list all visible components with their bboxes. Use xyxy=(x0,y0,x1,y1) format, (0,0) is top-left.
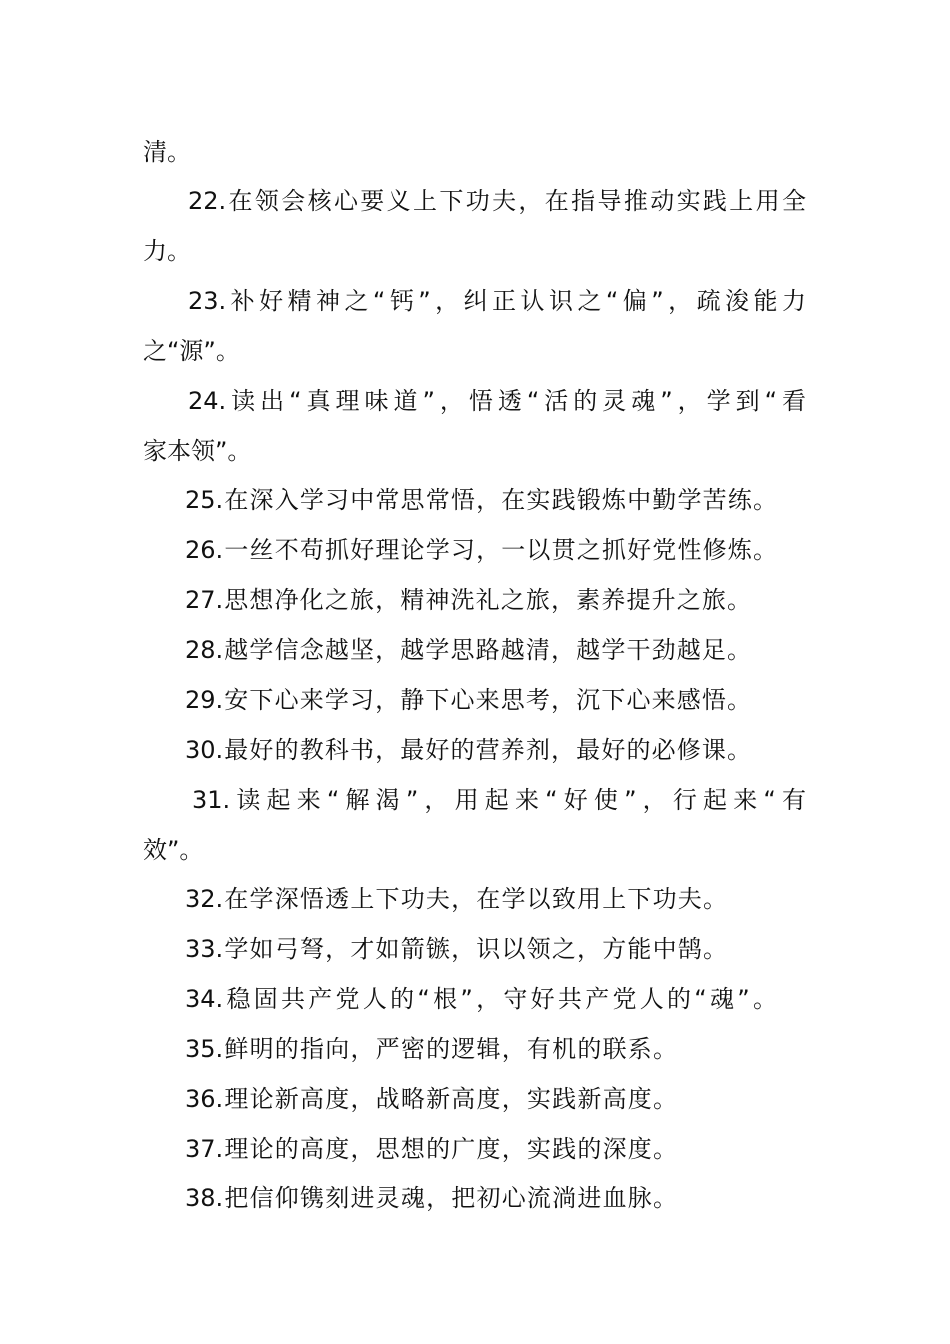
list-item-text: 24.读出“真理味道”，悟透“活的灵魂”，学到“看 xyxy=(188,387,806,415)
list-item xyxy=(188,386,806,416)
text-line xyxy=(143,336,240,366)
text-line xyxy=(143,436,251,466)
list-item-text: 38.把信仰镌刻进灵魂，把初心流淌进血脉。 xyxy=(185,1184,677,1212)
list-item-text: 34.稳固共产党人的“根”，守好共产党人的“魂”。 xyxy=(185,985,777,1013)
text-line-content: 之“源”。 xyxy=(143,337,240,365)
list-item xyxy=(185,735,751,765)
list-item xyxy=(185,685,751,715)
list-item-text: 27.思想净化之旅，精神洗礼之旅，素养提升之旅。 xyxy=(185,586,751,614)
list-item-text: 31.读起来“解渴”，用起来“好使”，行起来“有 xyxy=(192,786,806,814)
list-item-text: 37.理论的高度，思想的广度，实践的深度。 xyxy=(185,1135,677,1163)
text-line xyxy=(143,137,191,167)
list-item xyxy=(185,934,727,964)
text-line-content: 效”。 xyxy=(143,836,204,864)
list-item-text: 22.在领会核心要义上下功夫，在指导推动实践上用全 xyxy=(188,187,806,215)
list-item xyxy=(185,585,751,615)
list-item-text: 25.在深入学习中常思常悟，在实践锻炼中勤学苦练。 xyxy=(185,486,777,514)
list-item-text: 35.鲜明的指向，严密的逻辑，有机的联系。 xyxy=(185,1035,677,1063)
list-item xyxy=(185,984,777,1014)
list-item-text: 36.理论新高度，战略新高度，实践新高度。 xyxy=(185,1085,677,1113)
text-line xyxy=(143,835,203,865)
list-item-text: 29.安下心来学习，静下心来思考，沉下心来感悟。 xyxy=(185,686,751,714)
text-line xyxy=(143,236,191,266)
list-item-text: 30.最好的教科书，最好的营养剂，最好的必修课。 xyxy=(185,736,751,764)
text-line-content: 力。 xyxy=(143,237,191,265)
list-item-text: 28.越学信念越坚，越学思路越清，越学干劲越足。 xyxy=(185,636,751,664)
list-item-text: 33.学如弓弩，才如箭镞，识以领之，方能中鹄。 xyxy=(185,935,727,963)
list-item xyxy=(185,1134,677,1164)
list-item xyxy=(185,535,777,565)
list-item-text: 23.补好精神之“钙”，纠正认识之“偏”，疏浚能力 xyxy=(188,287,806,315)
list-item-text: 32.在学深悟透上下功夫，在学以致用上下功夫。 xyxy=(185,885,727,913)
list-item xyxy=(185,635,751,665)
list-item xyxy=(185,485,777,515)
text-line-content: 清。 xyxy=(143,138,191,166)
text-line-content: 家本领”。 xyxy=(143,437,252,465)
list-item xyxy=(185,1084,677,1114)
list-item xyxy=(188,186,806,216)
list-item xyxy=(185,1034,677,1064)
list-item xyxy=(188,286,806,316)
list-item-text: 26.一丝不苟抓好理论学习，一以贯之抓好党性修炼。 xyxy=(185,536,777,564)
list-item xyxy=(185,884,727,914)
list-item xyxy=(185,1183,677,1213)
list-item xyxy=(192,785,806,815)
